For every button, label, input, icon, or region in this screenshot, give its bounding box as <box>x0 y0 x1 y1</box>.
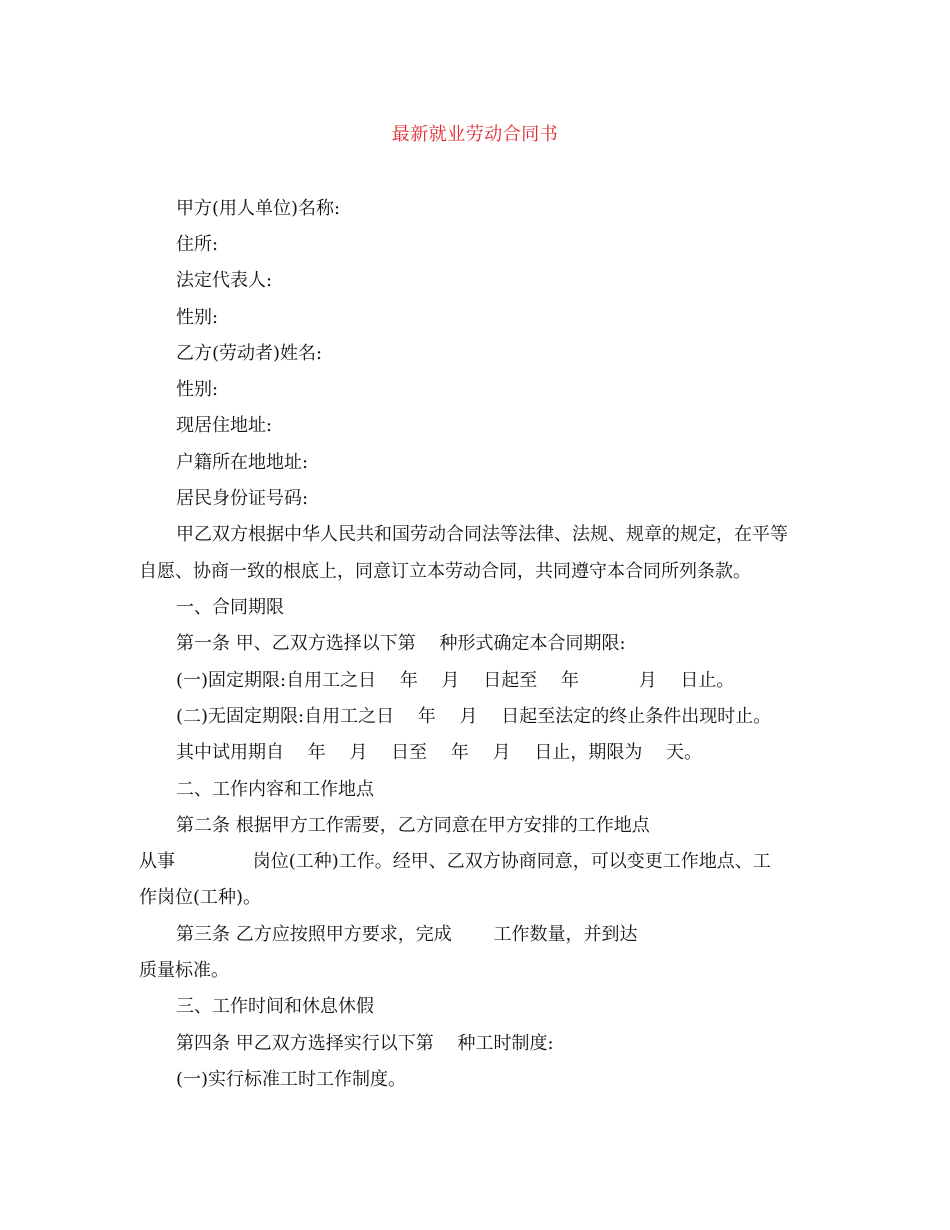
representative-gender-line: 性别: <box>176 307 219 328</box>
article-3-line-2: 质量标准。 <box>139 960 229 981</box>
article-4-line: 第四条 甲乙双方选择实行以下第 种工时制度: <box>176 1033 554 1054</box>
party-b-gender-line: 性别: <box>176 379 219 400</box>
section-heading-term: 一、合同期限 <box>176 597 284 618</box>
article-2-line-2: 从事 岗位(工种)工作。经甲、乙双方协商同意，可以变更工作地点、工 <box>139 851 771 872</box>
preamble-line-1: 甲乙双方根据中华人民共和国劳动合同法等法律、法规、规章的规定，在平等 <box>176 524 788 545</box>
probation-line: 其中试用期自 年 月 日至 年 月 日止，期限为 天。 <box>176 742 703 763</box>
party-a-name-line: 甲方(用人单位)名称: <box>176 198 341 219</box>
preamble-line-2: 自愿、协商一致的根底上，同意订立本劳动合同，共同遵守本合同所列条款。 <box>139 561 751 582</box>
id-number-line: 居民身份证号码: <box>176 488 309 509</box>
household-address-line: 户籍所在地地址: <box>176 452 309 473</box>
article-2-line-1: 第二条 根据甲方工作需要，乙方同意在甲方安排的工作地点 <box>176 815 650 836</box>
article-1-line: 第一条 甲、乙双方选择以下第 种形式确定本合同期限: <box>176 633 626 654</box>
fixed-term-line: (一)固定期限:自用工之日 年 月 日起至 年 月 日止。 <box>176 670 735 691</box>
article-2-line-3: 作岗位(工种)。 <box>139 887 262 908</box>
party-a-address-line: 住所: <box>176 234 219 255</box>
current-address-line: 现居住地址: <box>176 415 273 436</box>
open-term-line: (二)无固定期限:自用工之日 年 月 日起至法定的终止条件出现时止。 <box>176 706 772 727</box>
standard-hours-line: (一)实行标准工时工作制度。 <box>176 1069 407 1090</box>
party-b-name-line: 乙方(劳动者)姓名: <box>176 343 323 364</box>
section-heading-hours: 三、工作时间和休息休假 <box>176 996 374 1017</box>
article-3-line-1: 第三条 乙方应按照甲方要求，完成 工作数量，并到达 <box>176 924 638 945</box>
legal-representative-line: 法定代表人: <box>176 270 273 291</box>
section-heading-work: 二、工作内容和工作地点 <box>176 779 374 800</box>
document-title: 最新就业劳动合同书 <box>391 124 559 145</box>
